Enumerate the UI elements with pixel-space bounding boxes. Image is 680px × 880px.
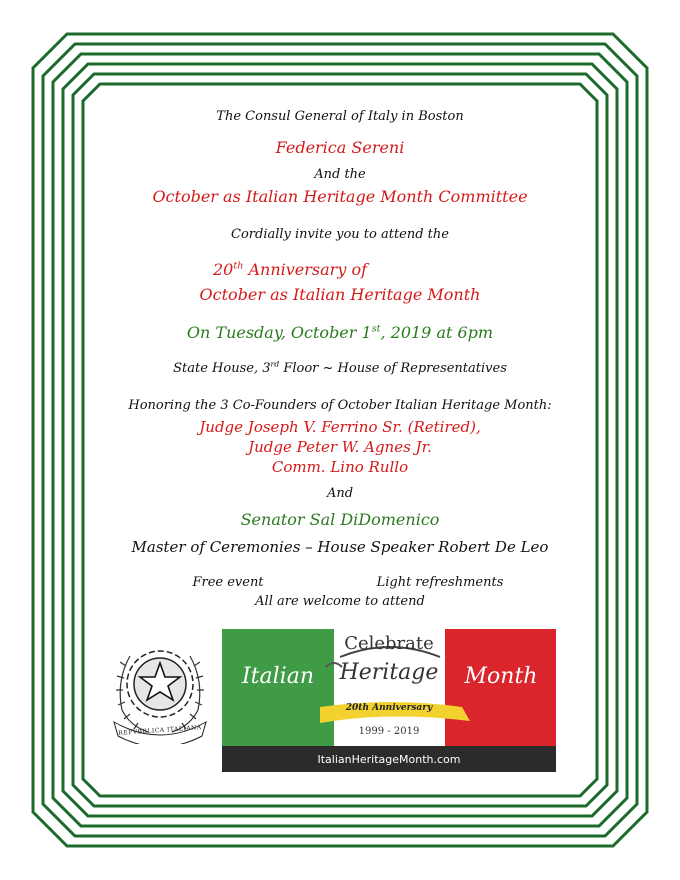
anniversary-text: Anniversary of xyxy=(248,260,367,279)
committee-name: October as Italian Heritage Month Committee xyxy=(152,187,528,206)
honoree-3: Comm. Lino Rullo xyxy=(271,458,409,476)
banner-url: ItalianHeritageMonth.com xyxy=(317,753,461,766)
banner-years: 1999 - 2019 xyxy=(358,726,420,737)
banner-ribbon-text: 20th Anniversary xyxy=(345,703,433,713)
honoree-2: Judge Peter W. Agnes Jr. xyxy=(248,438,432,456)
anniversary-number: 20 xyxy=(212,260,234,279)
senator-name: Senator Sal DiDomenico xyxy=(240,510,440,529)
location-prefix: State House, 3 xyxy=(173,361,271,376)
date-prefix: On Tuesday, October 1 xyxy=(186,323,372,342)
host-name: Federica Sereni xyxy=(275,138,405,157)
date-rest: , 2019 at 6pm xyxy=(380,323,494,342)
event-date xyxy=(0,323,680,342)
welcome-text: All are welcome to attend xyxy=(255,594,425,609)
banner-celebrate: Celebrate xyxy=(344,633,434,654)
and-text: And xyxy=(326,486,354,501)
invite-text: Cordially invite you to attend the xyxy=(231,227,449,242)
banner-italian: Italian xyxy=(241,664,314,689)
host-intro: The Consul General of Italy in Boston xyxy=(216,109,464,124)
emblem-motto: REPVBBLICA ITALIANA xyxy=(118,724,202,737)
free-event: Free event xyxy=(192,575,264,590)
location-rest: Floor ~ House of Representatives xyxy=(279,361,507,376)
honoring-intro: Honoring the 3 Co-Founders of October Italian Heritage Month: xyxy=(128,398,552,413)
banner-heritage: Heritage xyxy=(339,660,439,685)
anniversary-line-2: October as Italian Heritage Month xyxy=(199,285,481,304)
event-location xyxy=(0,361,680,376)
banner-month: Month xyxy=(464,664,538,689)
honoree-1: Judge Joseph V. Ferrino Sr. (Retired), xyxy=(199,418,481,436)
master-of-ceremonies: Master of Ceremonies – House Speaker Robert De Leo xyxy=(131,538,549,556)
location-suffix: rd xyxy=(270,359,280,369)
date-suffix: st xyxy=(371,323,381,335)
anniversary-line xyxy=(0,260,630,279)
light-refreshments: Light refreshments xyxy=(376,575,504,590)
anniversary-suffix: th xyxy=(233,260,244,272)
and-the: And the xyxy=(314,167,366,182)
